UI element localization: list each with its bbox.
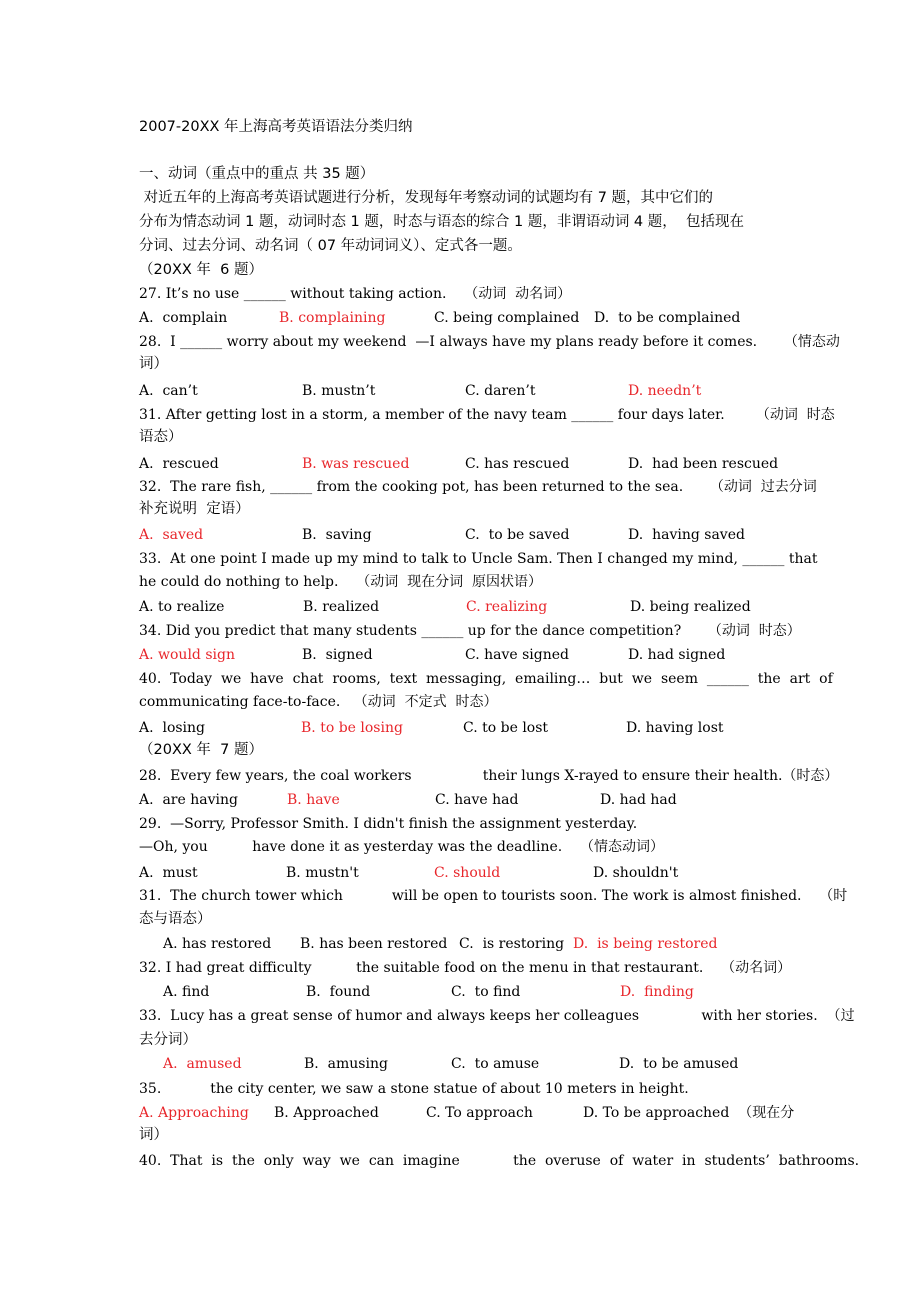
question-32b: 32. I had great difficulty the suitable food on the menu in that restaurant. （动名词） xyxy=(139,960,792,976)
option-d: D. To be approached （现在分 xyxy=(583,1105,795,1121)
option-c: C. To approach xyxy=(426,1105,533,1121)
option-c-answer: C. realizing xyxy=(466,599,548,615)
option-c: C. to be saved xyxy=(465,527,570,543)
option-d: D. to be complained xyxy=(594,310,741,326)
section-heading: 一、动词（重点中的重点 共 35 题） xyxy=(139,166,375,182)
option-b-answer: B. to be losing xyxy=(301,720,403,736)
question-40a: 40. Today we have chat rooms, text messaging, emailing… but we seem ______ the art of xyxy=(139,671,833,687)
option-a: A. losing xyxy=(139,720,206,736)
option-b: B. Approached xyxy=(274,1105,379,1121)
option-c: C. to find xyxy=(451,984,521,1000)
option-a: A. has restored xyxy=(163,936,272,952)
option-c: C. have signed xyxy=(465,647,570,663)
question-35b: 35. the city center, we saw a stone statue of about 10 meters in height. xyxy=(139,1081,689,1097)
option-a: A. to realize xyxy=(139,599,225,615)
year-heading: （20XX 年 7 题） xyxy=(139,742,263,758)
question-29b: 29. —Sorry, Professor Smith. I didn't finish the assignment yesterday. xyxy=(139,816,638,832)
year-heading: （20XX 年 6 题） xyxy=(139,262,263,278)
option-d: D. had had xyxy=(600,792,677,808)
option-d-answer: D. is being restored xyxy=(573,936,718,952)
question-33b: 33. Lucy has a great sense of humor and always keeps her colleagues with her stories. （过 xyxy=(139,1008,855,1024)
option-a-answer: A. would sign xyxy=(139,647,235,663)
option-d: D. having lost xyxy=(626,720,724,736)
option-a-answer: A. Approaching xyxy=(139,1105,249,1121)
question-33a: 33. At one point I made up my mind to talk to Uncle Sam. Then I changed my mind, ______ that xyxy=(139,551,818,567)
option-b: B. signed xyxy=(302,647,373,663)
option-b: B. saving xyxy=(302,527,372,543)
option-d: D. to be amused xyxy=(619,1056,739,1072)
option-d-answer: D. needn’t xyxy=(628,383,702,399)
option-d: D. shouldn't xyxy=(593,865,679,881)
option-c-answer: C. should xyxy=(434,865,501,881)
option-c: C. being complained xyxy=(434,310,580,326)
option-b-answer: B. complaining xyxy=(279,310,386,326)
option-c: C. is restoring xyxy=(459,936,565,952)
question-32a: 32. The rare fish, ______ from the cooking pot, has been returned to the sea. （动词 过去分词 xyxy=(139,479,817,495)
option-b: B. found xyxy=(306,984,371,1000)
question-33a-cont: he could do nothing to help. （动词 现在分词 原因状语） xyxy=(139,574,543,590)
question-40b: 40. That is the only way we can imagine the overuse of water in students’ bathrooms. xyxy=(139,1153,860,1169)
option-b: B. amusing xyxy=(304,1056,388,1072)
option-b: B. has been restored xyxy=(300,936,448,952)
question-31a: 31. After getting lost in a storm, a member of the navy team ______ four days later. （动词 时态 xyxy=(139,407,835,423)
option-a-answer: A. saved xyxy=(139,527,204,543)
option-a-answer: A. amused xyxy=(163,1056,242,1072)
option-d: D. having saved xyxy=(628,527,745,543)
intro-line-1: 对近五年的上海高考英语试题进行分析，发现每年考察动词的试题均有 7 题，其中它们的 xyxy=(139,190,714,206)
intro-line-3: 分词、过去分词、动名词（ 07 年动词词义）、定式各一题。 xyxy=(139,238,522,254)
option-c: C. daren’t xyxy=(465,383,536,399)
question-33b-cont: 去分词） xyxy=(139,1032,197,1048)
option-d: D. being realized xyxy=(630,599,751,615)
option-c: C. to be lost xyxy=(463,720,549,736)
option-d: D. had signed xyxy=(628,647,726,663)
question-27a: 27. It’s no use ______ without taking action. （动词 动名词） xyxy=(139,286,572,302)
option-a: A. can’t xyxy=(139,383,198,399)
question-40a-cont: communicating face-to-face. （动词 不定式 时态） xyxy=(139,694,498,710)
question-31b: 31. The church tower which will be open to tourists soon. The work is almost finished. （时 xyxy=(139,888,848,904)
option-b: B. realized xyxy=(303,599,380,615)
document-title: 2007-20XX 年上海高考英语语法分类归纳 xyxy=(139,119,413,135)
question-31a-cont: 语态） xyxy=(139,429,183,445)
option-d: D. had been rescued xyxy=(628,456,779,472)
question-35b-cont: 词） xyxy=(139,1127,168,1143)
question-32a-cont: 补充说明 定语） xyxy=(139,501,250,517)
option-c: C. to amuse xyxy=(451,1056,540,1072)
option-b: B. mustn't xyxy=(286,865,359,881)
option-a: A. must xyxy=(139,865,198,881)
question-28b: 28. Every few years, the coal workers their lungs X-rayed to ensure their health.（时态） xyxy=(139,768,839,784)
question-28a-cont: 词） xyxy=(139,356,168,372)
question-31b-cont: 态与语态） xyxy=(139,911,212,927)
intro-line-2: 分布为情态动词 1 题，动词时态 1 题，时态与语态的综合 1 题，非谓语动词 4 题， 包括现在 xyxy=(139,214,744,230)
option-c: C. have had xyxy=(435,792,519,808)
option-c: C. has rescued xyxy=(465,456,570,472)
option-a: A. rescued xyxy=(139,456,219,472)
question-29b-cont: —Oh, you have done it as yesterday was the deadline. （情态动词） xyxy=(139,839,664,855)
option-b-answer: B. was rescued xyxy=(302,456,410,472)
option-d-answer: D. finding xyxy=(620,984,694,1000)
question-34a: 34. Did you predict that many students ______ up for the dance competition? （动词 时态） xyxy=(139,623,801,639)
option-b-answer: B. have xyxy=(287,792,340,808)
option-a: A. are having xyxy=(139,792,238,808)
option-a: A. find xyxy=(163,984,210,1000)
option-a: A. complain xyxy=(139,310,228,326)
option-b: B. mustn’t xyxy=(302,383,376,399)
question-28a: 28. I ______ worry about my weekend —I always have my plans ready before it comes. （情态动 xyxy=(139,334,840,350)
